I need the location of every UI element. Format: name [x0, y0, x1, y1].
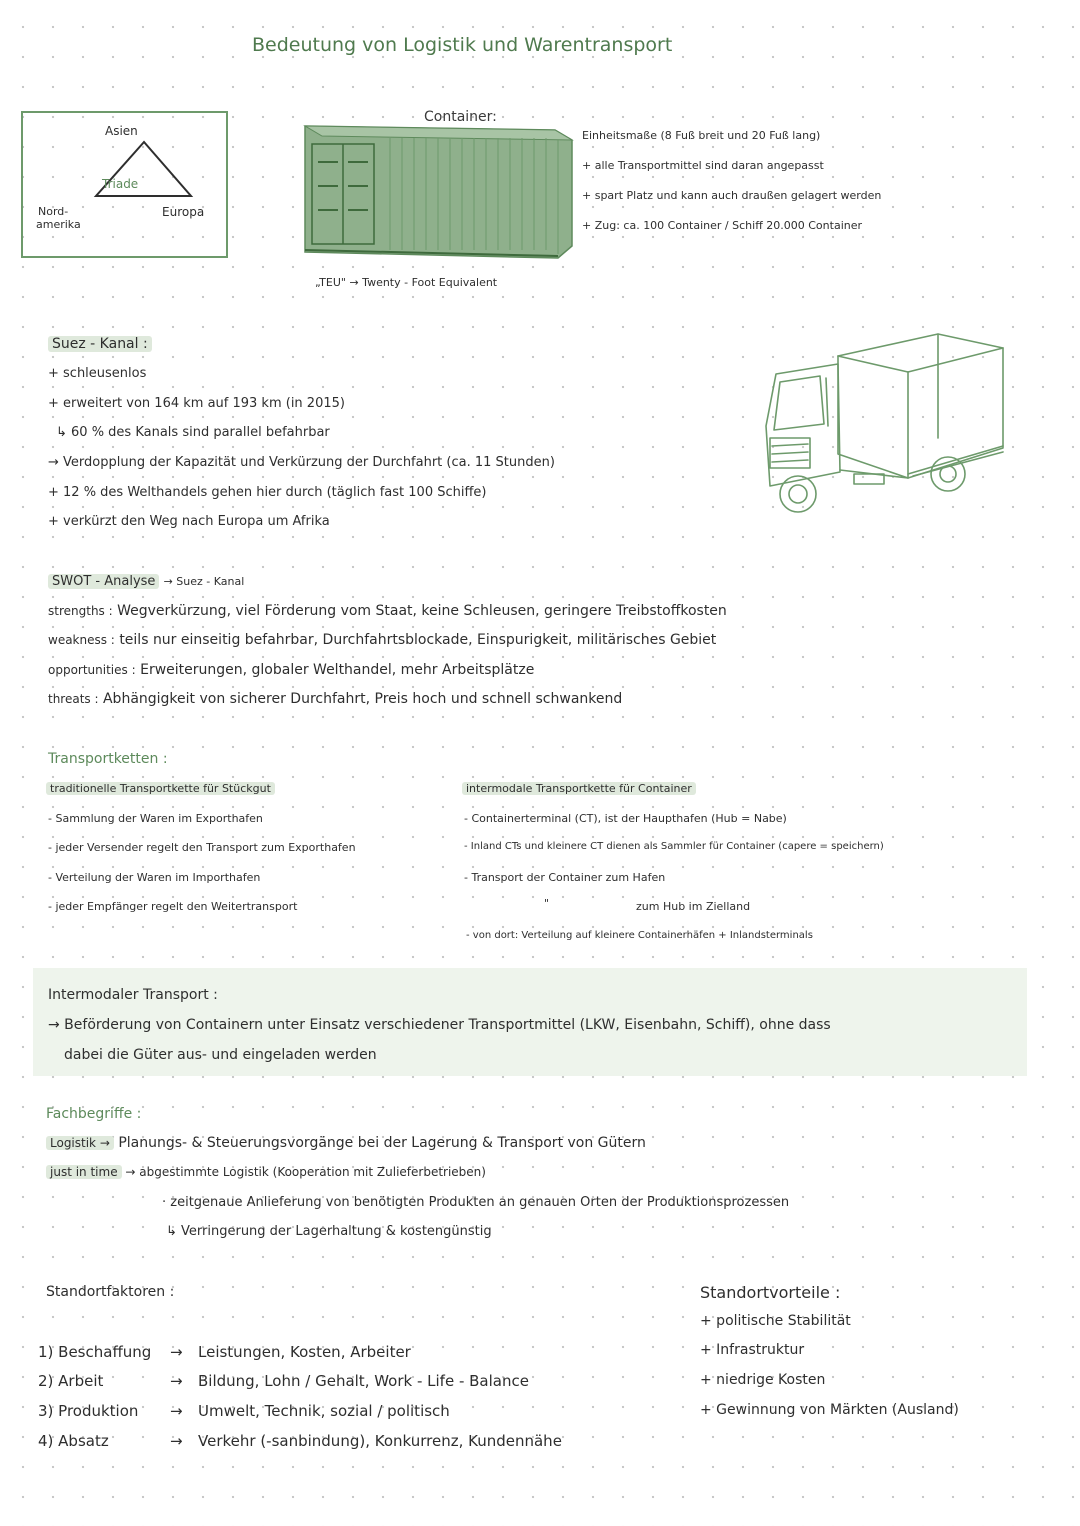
- triad-north-america-2: amerika: [36, 218, 81, 231]
- triad-north-america-1: Nord-: [38, 205, 69, 218]
- container-note-1: Einheitsmaße (8 Fuß breit und 20 Fuß lang): [582, 129, 821, 142]
- traditional-line-4: - jeder Empfänger regelt den Weitertransport: [48, 900, 298, 913]
- swot-strengths: strengths : Wegverkürzung, viel Förderung vom Staat, keine Schleusen, geringere Treibstoffkosten: [48, 603, 727, 619]
- factor-label-3: 3) Produktion: [38, 1402, 139, 1420]
- truck-icon: [758, 326, 1010, 518]
- container-illustration: [300, 118, 580, 264]
- terms-jit-line-3: ↳ Verringerung der Lagerhaltung & kostengünstig: [166, 1224, 492, 1239]
- intermodal-chain-line-2: - Inland CTs und kleinere CT dienen als Sammler für Container (capere = speichern): [464, 841, 884, 852]
- suez-line-6: + verkürzt den Weg nach Europa um Afrika: [48, 514, 330, 529]
- intermodal-transport-heading: Intermodaler Transport :: [48, 987, 218, 1003]
- triad-label: Triade: [102, 177, 139, 191]
- factor-label-4: 4) Absatz: [38, 1432, 109, 1450]
- swot-threats: threats : Abhängigkeit von sicherer Durchfahrt, Preis hoch und schnell schwankend: [48, 691, 623, 707]
- intermodal-transport-line-2: dabei die Güter aus- und eingeladen werden: [64, 1047, 377, 1063]
- advantage-1: + politische Stabilität: [700, 1313, 851, 1329]
- suez-line-3: ↳ 60 % des Kanals sind parallel befahrbar: [56, 425, 330, 440]
- factor-label-2: 2) Arbeit: [38, 1372, 104, 1390]
- traditional-line-3: - Verteilung der Waren im Importhafen: [48, 871, 261, 884]
- factor-arrow-4: →: [170, 1432, 183, 1450]
- terms-logistics: Logistik → Planungs- & Steuerungsvorgänge bei der Lagerung & Transport von Gütern: [46, 1135, 646, 1151]
- triad-diagram: [21, 111, 228, 258]
- advantage-4: + Gewinnung von Märkten (Ausland): [700, 1402, 959, 1418]
- factor-label-1: 1) Beschaffung: [38, 1343, 152, 1361]
- transport-heading: Transportketten :: [48, 751, 168, 767]
- suez-line-2: + erweitert von 164 km auf 193 km (in 2015): [48, 396, 345, 411]
- swot-opportunities: opportunities : Erweiterungen, globaler Welthandel, mehr Arbeitsplätze: [48, 662, 535, 678]
- factor-text-4: Verkehr (-sanbindung), Konkurrenz, Kundennähe: [198, 1432, 562, 1450]
- suez-line-5: + 12 % des Welthandels gehen hier durch (täglich fast 100 Schiffe): [48, 485, 487, 500]
- advantage-3: + niedrige Kosten: [700, 1372, 826, 1388]
- swot-heading: SWOT - Analyse → Suez - Kanal: [48, 574, 244, 589]
- factor-text-2: Bildung, Lohn / Gehalt, Work - Life - Balance: [198, 1372, 529, 1390]
- factor-arrow-1: →: [170, 1343, 183, 1361]
- intermodal-transport-line-1: → Beförderung von Containern unter Einsatz verschiedener Transportmittel (LKW, Eisenbahn, Schiff), ohne dass: [48, 1017, 831, 1033]
- factor-arrow-2: →: [170, 1372, 183, 1390]
- container-note-2: + alle Transportmittel sind daran angepasst: [582, 159, 824, 172]
- terms-jit-line-2: · zeitgenaue Anlieferung von benötigten Produkten an genauen Orten der Produktionsprozessen: [162, 1195, 790, 1210]
- container-label: Container:: [424, 109, 497, 125]
- triad-asia: Asien: [105, 124, 138, 138]
- triad-europe: Europa: [162, 205, 205, 219]
- intermodal-chain-line-3: - Transport der Container zum Hafen: [464, 871, 666, 884]
- suez-heading: Suez - Kanal :: [48, 336, 152, 352]
- factor-text-1: Leistungen, Kosten, Arbeiter: [198, 1343, 411, 1361]
- swot-weakness: weakness : teils nur einseitig befahrbar, Durchfahrtsblockade, Einspurigkeit, militärisches Gebiet: [48, 632, 717, 648]
- factor-arrow-3: →: [170, 1402, 183, 1420]
- container-note-4: + Zug: ca. 100 Container / Schiff 20.000 Container: [582, 219, 863, 232]
- terms-jit: just in time → abgestimmte Logistik (Kooperation mit Zulieferbetrieben): [46, 1165, 486, 1179]
- traditional-line-2: - jeder Versender regelt den Transport zum Exporthafen: [48, 841, 356, 854]
- suez-line-1: + schleusenlos: [48, 366, 147, 381]
- intermodal-chain-ditto: ": [544, 897, 550, 910]
- container-note-3: + spart Platz und kann auch draußen gelagert werden: [582, 189, 882, 202]
- suez-line-4: → Verdopplung der Kapazität und Verkürzung der Durchfahrt (ca. 11 Stunden): [48, 455, 555, 470]
- terms-heading: Fachbegriffe :: [46, 1106, 142, 1122]
- page-title: Bedeutung von Logistik und Warentransport: [252, 34, 673, 56]
- location-factors-heading: Standortfaktoren :: [46, 1284, 175, 1300]
- location-advantages-heading: Standortvorteile :: [700, 1283, 841, 1302]
- advantage-2: + Infrastruktur: [700, 1342, 805, 1358]
- container-teu: „TEU" → Twenty - Foot Equivalent: [315, 276, 498, 289]
- factor-text-3: Umwelt, Technik, sozial / politisch: [198, 1402, 450, 1420]
- traditional-line-1: - Sammlung der Waren im Exporthafen: [48, 812, 263, 825]
- intermodal-chain-line-5: - von dort: Verteilung auf kleinere Containerhäfen + Inlandsterminals: [466, 930, 813, 941]
- traditional-heading: traditionelle Transportkette für Stückgut: [46, 782, 275, 795]
- intermodal-chain-heading: intermodale Transportkette für Container: [462, 782, 696, 795]
- intermodal-chain-line-4: zum Hub im Zielland: [636, 900, 751, 913]
- intermodal-chain-line-1: - Containerterminal (CT), ist der Haupthafen (Hub = Nabe): [464, 812, 787, 825]
